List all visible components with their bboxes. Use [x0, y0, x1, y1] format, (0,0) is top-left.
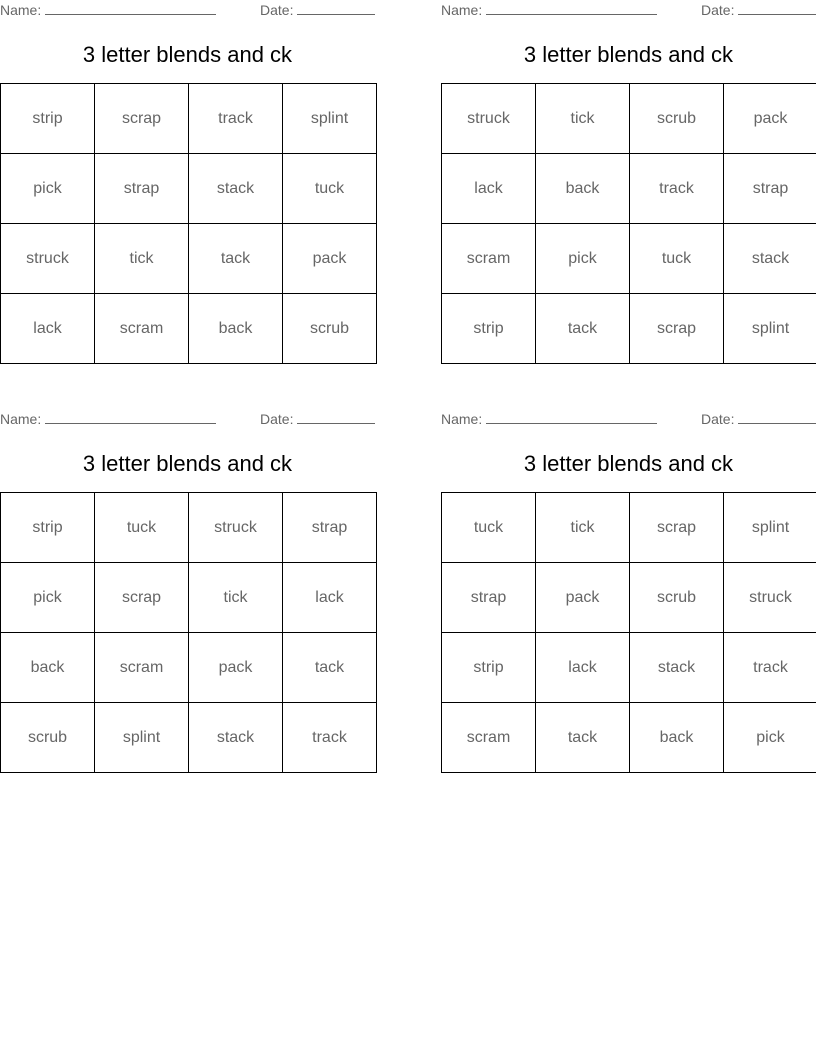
grid-cell: strap	[724, 154, 816, 224]
date-label: Date:	[260, 411, 294, 427]
grid-row	[442, 703, 816, 773]
name-blank-line	[45, 2, 216, 15]
grid-cell: splint	[283, 84, 377, 154]
grid-cell: pick	[724, 703, 816, 773]
name-field	[441, 2, 657, 18]
grid-cell: strip	[1, 493, 95, 563]
card-header	[441, 411, 816, 429]
grid-cell: scrub	[1, 703, 95, 773]
grid-cell: tack	[536, 294, 630, 364]
grid-cell: track	[724, 633, 816, 703]
grid-cell: lack	[1, 294, 95, 364]
grid-cell: stack	[189, 154, 283, 224]
grid-row	[1, 154, 377, 224]
grid-cell: splint	[724, 294, 816, 364]
grid-cell: track	[283, 703, 377, 773]
grid-cell: scrap	[95, 563, 189, 633]
grid-cell: strap	[442, 563, 536, 633]
card-title: 3 letter blends and ck	[82, 451, 293, 476]
grid-cell: strip	[442, 633, 536, 703]
grid-row	[1, 84, 377, 154]
grid-row	[442, 493, 816, 563]
date-field	[701, 2, 816, 18]
grid-row	[442, 563, 816, 633]
grid-cell: lack	[442, 154, 536, 224]
bingo-card-1	[0, 0, 375, 370]
card-header	[0, 2, 375, 20]
grid-cell: lack	[283, 563, 377, 633]
grid-cell: tick	[536, 493, 630, 563]
name-blank-line	[45, 411, 216, 424]
grid-cell: tick	[95, 224, 189, 294]
grid-cell: tuck	[283, 154, 377, 224]
grid-cell: back	[536, 154, 630, 224]
grid-cell: tack	[189, 224, 283, 294]
card-header	[0, 411, 375, 429]
bingo-grid	[441, 492, 816, 773]
date-field	[260, 411, 375, 427]
grid-cell: tuck	[630, 224, 724, 294]
date-blank-line	[297, 2, 375, 15]
grid-row	[1, 493, 377, 563]
grid-row	[442, 84, 816, 154]
grid-cell: pack	[283, 224, 377, 294]
name-label: Name:	[0, 411, 42, 427]
date-field	[701, 411, 816, 427]
grid-cell: scram	[95, 633, 189, 703]
grid-cell: pick	[1, 563, 95, 633]
name-label: Name:	[441, 2, 483, 18]
grid-cell: pack	[724, 84, 816, 154]
grid-cell: scram	[442, 703, 536, 773]
grid-cell: splint	[95, 703, 189, 773]
grid-row	[1, 633, 377, 703]
grid-cell: scrub	[283, 294, 377, 364]
grid-cell: scrub	[630, 563, 724, 633]
grid-cell: scram	[442, 224, 536, 294]
grid-cell: tack	[536, 703, 630, 773]
grid-cell: track	[630, 154, 724, 224]
bingo-grid	[0, 492, 377, 773]
name-blank-line	[486, 411, 657, 424]
grid-cell: strap	[283, 493, 377, 563]
grid-cell: struck	[724, 563, 816, 633]
grid-row	[442, 294, 816, 364]
card-title: 3 letter blends and ck	[523, 451, 734, 476]
grid-cell: scram	[95, 294, 189, 364]
grid-cell: splint	[724, 493, 816, 563]
grid-row	[442, 633, 816, 703]
grid-cell: scrub	[630, 84, 724, 154]
date-label: Date:	[701, 2, 735, 18]
bingo-card-4	[441, 409, 816, 779]
grid-cell: tick	[536, 84, 630, 154]
date-blank-line	[297, 411, 375, 424]
grid-cell: back	[189, 294, 283, 364]
grid-cell: tuck	[442, 493, 536, 563]
date-label: Date:	[701, 411, 735, 427]
grid-cell: strap	[95, 154, 189, 224]
grid-cell: track	[189, 84, 283, 154]
grid-row	[1, 294, 377, 364]
date-blank-line	[738, 2, 816, 15]
grid-cell: struck	[1, 224, 95, 294]
grid-cell: stack	[189, 703, 283, 773]
grid-cell: tack	[283, 633, 377, 703]
name-field	[0, 411, 216, 427]
grid-cell: scrap	[630, 294, 724, 364]
card-title: 3 letter blends and ck	[82, 42, 293, 67]
date-blank-line	[738, 411, 816, 424]
grid-cell: pick	[536, 224, 630, 294]
grid-row	[1, 703, 377, 773]
grid-cell: pack	[536, 563, 630, 633]
grid-cell: lack	[536, 633, 630, 703]
grid-cell: stack	[724, 224, 816, 294]
grid-cell: strip	[1, 84, 95, 154]
grid-cell: struck	[189, 493, 283, 563]
name-field	[0, 2, 216, 18]
bingo-grid	[0, 83, 377, 364]
bingo-card-2	[441, 0, 816, 370]
grid-row	[1, 563, 377, 633]
name-field	[441, 411, 657, 427]
grid-cell: back	[630, 703, 724, 773]
grid-row	[1, 224, 377, 294]
card-title: 3 letter blends and ck	[523, 42, 734, 67]
grid-cell: pick	[1, 154, 95, 224]
name-blank-line	[486, 2, 657, 15]
grid-row	[442, 224, 816, 294]
grid-cell: scrap	[95, 84, 189, 154]
date-label: Date:	[260, 2, 294, 18]
card-header	[441, 2, 816, 20]
date-field	[260, 2, 375, 18]
name-label: Name:	[0, 2, 42, 18]
grid-cell: strip	[442, 294, 536, 364]
grid-cell: pack	[189, 633, 283, 703]
grid-cell: scrap	[630, 493, 724, 563]
grid-cell: back	[1, 633, 95, 703]
grid-row	[442, 154, 816, 224]
grid-cell: stack	[630, 633, 724, 703]
bingo-grid	[441, 83, 816, 364]
grid-cell: tuck	[95, 493, 189, 563]
grid-cell: tick	[189, 563, 283, 633]
grid-cell: struck	[442, 84, 536, 154]
bingo-card-3	[0, 409, 375, 779]
name-label: Name:	[441, 411, 483, 427]
